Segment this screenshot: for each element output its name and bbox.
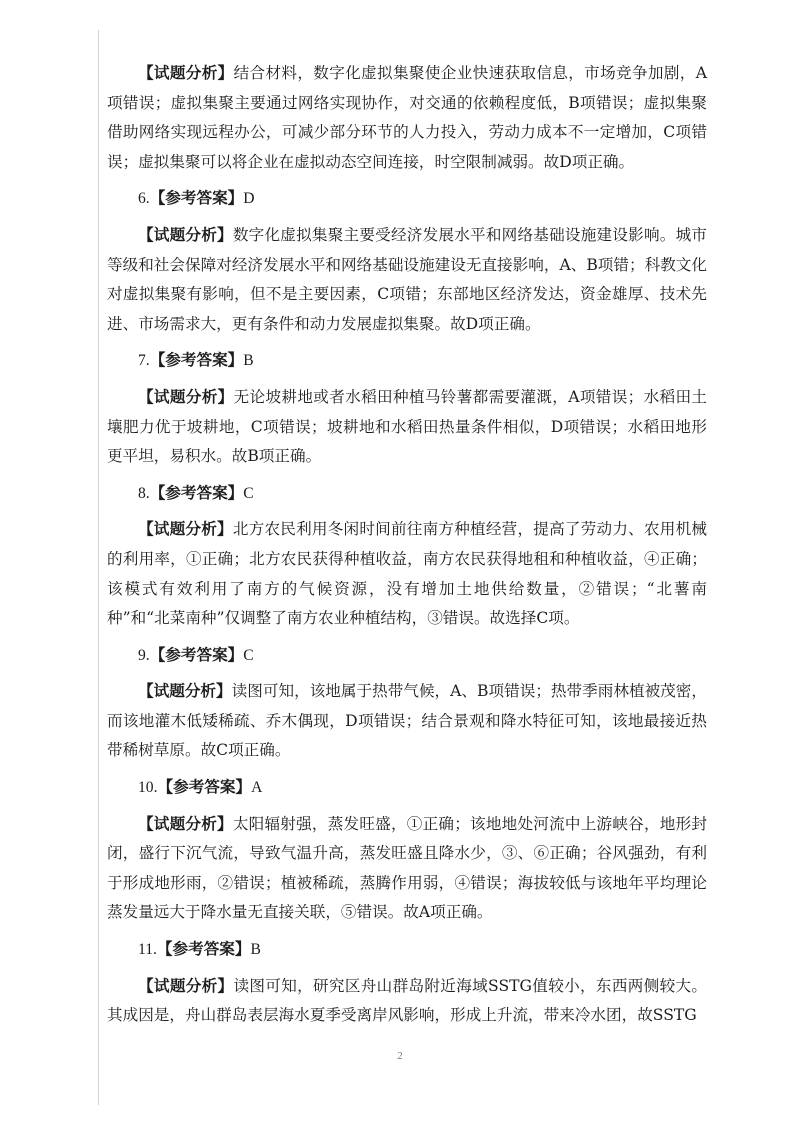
- page-number: 2: [397, 1050, 403, 1062]
- answer-line-6: 6.【参考答案】D: [138, 188, 255, 208]
- analysis-paragraph: 【试题分析】数字化虚拟集聚主要受经济发展水平和网络基础设施建设影响。城市等级和社会保障对经济发展水平和网络基础设施建设无直接影响，A、B项错；科教文化对虚拟集聚有影响，但不是主要因素，C项错；东部地区经济发达，资金雄厚、技术先进、市场需求大，更有条件和动力发展虚拟集聚。故D项正确。: [107, 224, 707, 333]
- analysis-paragraph: 【试题分析】读图可知，该地属于热带气候，A、B项错误；热带季雨林植被茂密，而该地灌木低矮稀疏、乔木偶现，D项错误；结合景观和降水特征可知，该地最接近热带稀树草原。故C项正确。: [107, 681, 707, 760]
- page-margin-rule: [98, 30, 99, 1105]
- analysis-paragraph: 【试题分析】太阳辐射强，蒸发旺盛，①正确；该地地处河流中上游峡谷，地形封闭，盛行下沉气流，导致气温升高，蒸发旺盛且降水少，③、⑥正确；谷风强劲，有利于形成地形雨，②错误；植被稀疏，蒸腾作用弱，④错误；海拔较低与该地年平均理论蒸发量远大于降水量无直接关联，⑤错误。故A项正确。: [107, 813, 707, 922]
- analysis-paragraph: 【试题分析】读图可知，研究区舟山群岛附近海域SSTG值较小，东西两侧较大。其成因是，舟山群岛表层海水夏季受离岸风影响，形成上升流，带来冷水团，故SSTG: [107, 975, 707, 1025]
- answer-line-11: 11.【参考答案】B: [138, 939, 261, 959]
- analysis-paragraph: 【试题分析】结合材料，数字化虚拟集聚使企业快速获取信息，市场竞争加剧，A项错误；虚拟集聚主要通过网络实现协作，对交通的依赖程度低，B项错误；虚拟集聚借助网络实现远程办公，可减少部分环节的人力投入，劳动力成本不一定增加，C项错误；虚拟集聚可以将企业在虚拟动态空间连接，时空限制减弱。故D项正确。: [107, 63, 707, 171]
- answer-line-9: 9.【参考答案】C: [138, 644, 254, 664]
- analysis-paragraph: 【试题分析】北方农民利用冬闲时间前往南方种植经营，提高了劳动力、农用机械的利用率，①正确；北方农民获得种植收益，南方农民获得地租和种植收益，④正确；该模式有效利用了南方的气候资源，没有增加土地供给数量，②错误；“北薯南种”和“北菜南种”仅调整了南方农业种植结构，③错误。故选择C项。: [107, 519, 707, 628]
- analysis-paragraph: 【试题分析】无论坡耕地或者水稻田种植马铃薯都需要灌溉，A项错误；水稻田土壤肥力优于坡耕地，C项错误；坡耕地和水稻田热量条件相似，D项错误；水稻田地形更平坦，易积水。故B项正确。: [107, 386, 707, 466]
- answer-line-10: 10.【参考答案】A: [138, 777, 263, 797]
- answer-line-8: 8.【参考答案】C: [138, 482, 254, 502]
- answer-line-7: 7.【参考答案】B: [138, 350, 254, 370]
- document-body: [107, 58, 707, 1031]
